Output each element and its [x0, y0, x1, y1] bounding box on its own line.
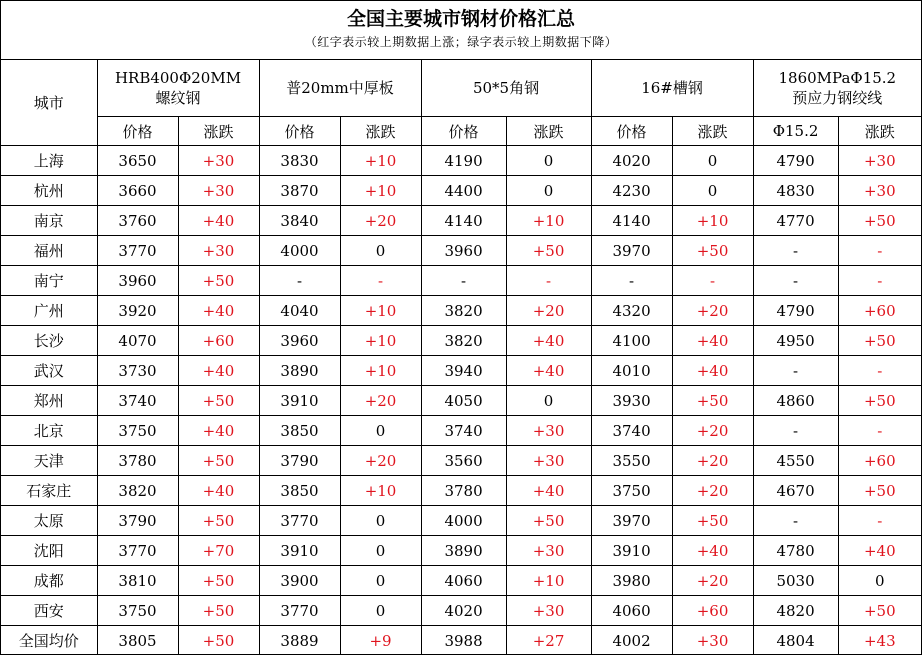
- price-cell: 4190: [421, 146, 506, 176]
- table-row: [1, 206, 921, 236]
- change-cell: +30: [178, 236, 259, 266]
- price-cell: 4230: [591, 176, 672, 206]
- table-row: [1, 176, 921, 206]
- price-cell: 3920: [97, 296, 178, 326]
- price-cell: 4060: [421, 566, 506, 596]
- change-header: 涨跌: [672, 117, 753, 146]
- change-cell: +20: [672, 566, 753, 596]
- price-cell: 3850: [259, 476, 340, 506]
- product-line1: HRB400Φ20MM: [114, 69, 242, 87]
- change-cell: +9: [340, 626, 421, 655]
- price-cell: 3970: [591, 236, 672, 266]
- change-cell: +10: [506, 566, 591, 596]
- price-cell: 3650: [97, 146, 178, 176]
- change-cell: +50: [178, 266, 259, 296]
- change-cell: +50: [672, 506, 753, 536]
- change-cell: +30: [506, 596, 591, 626]
- change-cell: +20: [672, 476, 753, 506]
- change-cell: +30: [672, 626, 753, 655]
- change-cell: +50: [178, 386, 259, 416]
- price-header: 价格: [591, 117, 672, 146]
- change-cell: 0: [506, 146, 591, 176]
- change-cell: +30: [838, 146, 921, 176]
- price-cell: 4320: [591, 296, 672, 326]
- price-cell: 4040: [259, 296, 340, 326]
- page-title: 全国主要城市钢材价格汇总: [346, 8, 575, 30]
- change-cell: +10: [340, 326, 421, 356]
- price-cell: 3870: [259, 176, 340, 206]
- price-cell: 4010: [591, 356, 672, 386]
- change-header: 涨跌: [340, 117, 421, 146]
- price-cell: 4550: [753, 446, 838, 476]
- change-cell: +50: [178, 566, 259, 596]
- change-cell: 0: [672, 176, 753, 206]
- price-cell: 3970: [591, 506, 672, 536]
- change-cell: +10: [340, 176, 421, 206]
- price-cell: -: [259, 266, 340, 296]
- product-header-rebar: [97, 60, 259, 117]
- change-cell: +40: [178, 356, 259, 386]
- price-cell: -: [753, 236, 838, 266]
- change-cell: +10: [506, 206, 591, 236]
- product-header-angle: [421, 60, 591, 117]
- change-cell: +30: [838, 176, 921, 206]
- change-cell: 0: [838, 566, 921, 596]
- change-cell: -: [838, 356, 921, 386]
- change-cell: +50: [178, 596, 259, 626]
- change-cell: +30: [506, 536, 591, 566]
- change-cell: 0: [340, 596, 421, 626]
- price-cell: 3760: [97, 206, 178, 236]
- price-cell: 4000: [259, 236, 340, 266]
- price-cell: 4020: [591, 146, 672, 176]
- change-cell: +20: [672, 416, 753, 446]
- change-cell: +10: [340, 296, 421, 326]
- price-cell: 3890: [421, 536, 506, 566]
- change-cell: +40: [178, 416, 259, 446]
- change-cell: +20: [340, 206, 421, 236]
- change-cell: +30: [178, 176, 259, 206]
- city-cell: 杭州: [1, 176, 97, 206]
- page-subtitle: （红字表示较上期数据上涨；绿字表示较上期数据下降）: [304, 35, 618, 49]
- change-cell: +30: [506, 416, 591, 446]
- price-header: 价格: [97, 117, 178, 146]
- price-header: Φ15.2: [753, 117, 838, 146]
- price-cell: 3790: [259, 446, 340, 476]
- table-row: [1, 416, 921, 446]
- product-line2: 螺纹钢: [155, 89, 201, 107]
- price-cell: 3770: [259, 506, 340, 536]
- price-header: 价格: [259, 117, 340, 146]
- change-cell: +40: [506, 326, 591, 356]
- price-cell: 4860: [753, 386, 838, 416]
- change-cell: -: [838, 236, 921, 266]
- table-row: [1, 596, 921, 626]
- price-cell: -: [591, 266, 672, 296]
- price-cell: 3840: [259, 206, 340, 236]
- price-cell: 3890: [259, 356, 340, 386]
- city-cell: 福州: [1, 236, 97, 266]
- price-cell: 4400: [421, 176, 506, 206]
- table-row: [1, 356, 921, 386]
- price-cell: 4790: [753, 296, 838, 326]
- product-line1: 16#槽钢: [641, 79, 703, 97]
- city-cell: 北京: [1, 416, 97, 446]
- city-cell: 广州: [1, 296, 97, 326]
- price-cell: 3820: [421, 326, 506, 356]
- price-cell: 3770: [259, 596, 340, 626]
- change-cell: +50: [178, 506, 259, 536]
- city-cell: 西安: [1, 596, 97, 626]
- price-cell: 4140: [421, 206, 506, 236]
- price-cell: 3550: [591, 446, 672, 476]
- change-cell: +60: [178, 326, 259, 356]
- price-cell: 3750: [97, 596, 178, 626]
- change-cell: -: [838, 416, 921, 446]
- change-cell: +30: [178, 146, 259, 176]
- change-cell: +20: [340, 386, 421, 416]
- price-cell: 4060: [591, 596, 672, 626]
- product-line2: 预应力钢绞线: [792, 89, 883, 107]
- price-header: 价格: [421, 117, 506, 146]
- price-cell: 3805: [97, 626, 178, 655]
- change-cell: +10: [340, 356, 421, 386]
- price-table: [1, 60, 921, 655]
- price-cell: 4100: [591, 326, 672, 356]
- product-header-plate: [259, 60, 421, 117]
- city-cell: 长沙: [1, 326, 97, 356]
- city-cell: 上海: [1, 146, 97, 176]
- price-cell: 3660: [97, 176, 178, 206]
- change-cell: +70: [178, 536, 259, 566]
- price-cell: 3740: [591, 416, 672, 446]
- price-cell: 4804: [753, 626, 838, 655]
- table-row: [1, 626, 921, 655]
- change-cell: +40: [506, 476, 591, 506]
- city-cell: 武汉: [1, 356, 97, 386]
- change-cell: +50: [838, 386, 921, 416]
- change-cell: -: [838, 266, 921, 296]
- price-cell: 3780: [421, 476, 506, 506]
- price-cell: -: [753, 416, 838, 446]
- change-cell: +40: [672, 356, 753, 386]
- city-cell: 郑州: [1, 386, 97, 416]
- change-cell: +40: [672, 326, 753, 356]
- change-cell: +50: [838, 476, 921, 506]
- product-header-strand: [753, 60, 921, 117]
- table-row: [1, 566, 921, 596]
- change-cell: +10: [340, 146, 421, 176]
- city-cell: 南京: [1, 206, 97, 236]
- change-header: 涨跌: [178, 117, 259, 146]
- table-row: [1, 296, 921, 326]
- price-cell: 3910: [591, 536, 672, 566]
- change-cell: -: [340, 266, 421, 296]
- table-row: [1, 476, 921, 506]
- city-cell: 南宁: [1, 266, 97, 296]
- price-cell: 4830: [753, 176, 838, 206]
- price-cell: 4780: [753, 536, 838, 566]
- price-cell: 4020: [421, 596, 506, 626]
- product-line1: 普20mm中厚板: [286, 79, 394, 97]
- change-cell: 0: [506, 176, 591, 206]
- price-cell: 3960: [97, 266, 178, 296]
- change-cell: +50: [178, 626, 259, 655]
- table-row: [1, 446, 921, 476]
- price-cell: 3740: [421, 416, 506, 446]
- price-cell: 3810: [97, 566, 178, 596]
- price-cell: 3820: [97, 476, 178, 506]
- price-cell: -: [753, 506, 838, 536]
- city-cell: 天津: [1, 446, 97, 476]
- city-column-header: 城市: [1, 60, 97, 146]
- change-cell: +43: [838, 626, 921, 655]
- price-cell: 3900: [259, 566, 340, 596]
- price-cell: 3960: [259, 326, 340, 356]
- price-cell: 3780: [97, 446, 178, 476]
- price-cell: 4050: [421, 386, 506, 416]
- change-cell: +20: [506, 296, 591, 326]
- change-cell: +40: [672, 536, 753, 566]
- price-cell: 4950: [753, 326, 838, 356]
- city-cell: 成都: [1, 566, 97, 596]
- price-cell: 4000: [421, 506, 506, 536]
- change-cell: +30: [506, 446, 591, 476]
- change-cell: 0: [340, 566, 421, 596]
- price-cell: 3930: [591, 386, 672, 416]
- change-cell: 0: [340, 506, 421, 536]
- price-cell: 3910: [259, 536, 340, 566]
- price-cell: 3820: [421, 296, 506, 326]
- change-cell: +10: [340, 476, 421, 506]
- product-line1: 1860MPaΦ15.2: [778, 69, 897, 87]
- change-cell: +50: [672, 236, 753, 266]
- table-row: [1, 266, 921, 296]
- product-line1: 50*5角钢: [472, 79, 540, 97]
- price-cell: 3560: [421, 446, 506, 476]
- change-cell: +20: [672, 296, 753, 326]
- title-block: [1, 1, 921, 60]
- change-header: 涨跌: [838, 117, 921, 146]
- price-cell: 5030: [753, 566, 838, 596]
- price-cell: -: [753, 356, 838, 386]
- change-cell: +50: [672, 386, 753, 416]
- change-cell: +50: [178, 446, 259, 476]
- price-cell: 4670: [753, 476, 838, 506]
- change-cell: 0: [340, 236, 421, 266]
- change-cell: -: [838, 506, 921, 536]
- change-cell: 0: [672, 146, 753, 176]
- change-cell: +60: [672, 596, 753, 626]
- price-cell: 3790: [97, 506, 178, 536]
- change-cell: +40: [178, 206, 259, 236]
- price-cell: 4002: [591, 626, 672, 655]
- table-row: [1, 236, 921, 266]
- change-cell: +60: [838, 296, 921, 326]
- table-row: [1, 146, 921, 176]
- change-cell: +20: [672, 446, 753, 476]
- price-cell: 4770: [753, 206, 838, 236]
- change-header: 涨跌: [506, 117, 591, 146]
- price-cell: 3750: [591, 476, 672, 506]
- price-cell: 3940: [421, 356, 506, 386]
- price-cell: -: [421, 266, 506, 296]
- change-cell: +10: [672, 206, 753, 236]
- change-cell: +40: [178, 476, 259, 506]
- change-cell: +60: [838, 446, 921, 476]
- price-cell: 4140: [591, 206, 672, 236]
- change-cell: +50: [506, 236, 591, 266]
- price-cell: 3750: [97, 416, 178, 446]
- price-cell: 3770: [97, 236, 178, 266]
- change-cell: 0: [340, 536, 421, 566]
- change-cell: -: [506, 266, 591, 296]
- price-cell: 4070: [97, 326, 178, 356]
- change-cell: -: [672, 266, 753, 296]
- price-cell: 3850: [259, 416, 340, 446]
- price-cell: 3910: [259, 386, 340, 416]
- price-cell: 3730: [97, 356, 178, 386]
- change-cell: +50: [838, 326, 921, 356]
- price-cell: 4790: [753, 146, 838, 176]
- price-cell: 3889: [259, 626, 340, 655]
- change-cell: 0: [340, 416, 421, 446]
- change-cell: +40: [506, 356, 591, 386]
- change-cell: +50: [506, 506, 591, 536]
- price-cell: -: [753, 266, 838, 296]
- city-cell: 全国均价: [1, 626, 97, 655]
- table-row: [1, 326, 921, 356]
- change-cell: +20: [340, 446, 421, 476]
- price-cell: 3830: [259, 146, 340, 176]
- price-cell: 4820: [753, 596, 838, 626]
- change-cell: +27: [506, 626, 591, 655]
- change-cell: +50: [838, 206, 921, 236]
- product-header-row: [1, 60, 921, 117]
- price-cell: 3740: [97, 386, 178, 416]
- city-cell: 沈阳: [1, 536, 97, 566]
- city-cell: 太原: [1, 506, 97, 536]
- table-row: [1, 536, 921, 566]
- sub-header-row: [1, 117, 921, 146]
- change-cell: 0: [506, 386, 591, 416]
- change-cell: +40: [838, 536, 921, 566]
- change-cell: +40: [178, 296, 259, 326]
- change-cell: +50: [838, 596, 921, 626]
- table-row: [1, 386, 921, 416]
- product-header-channel: [591, 60, 753, 117]
- price-cell: 3770: [97, 536, 178, 566]
- table-row: [1, 506, 921, 536]
- city-cell: 石家庄: [1, 476, 97, 506]
- price-cell: 3960: [421, 236, 506, 266]
- price-cell: 3980: [591, 566, 672, 596]
- price-cell: 3988: [421, 626, 506, 655]
